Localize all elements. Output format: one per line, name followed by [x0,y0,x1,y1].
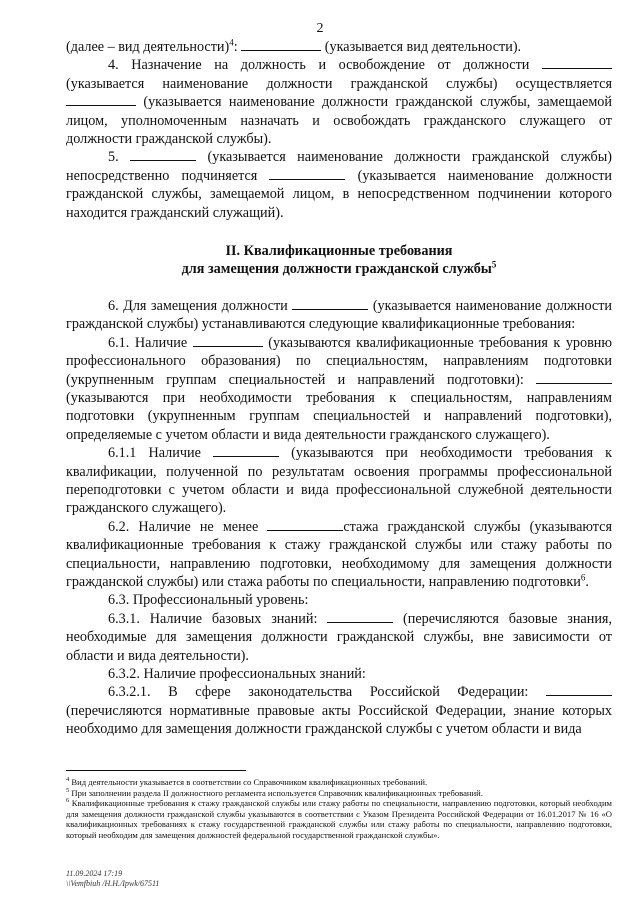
intro-text: (далее – вид деятельности) [66,39,230,55]
p62-text-b: стажа гражданской службы (указываются квалификационные требования к стажу гражданской службы или стажу работы по специальности, направлению подготовки, необходимому для замещения должности гражданской службы) или стажа работы по специальности, направлению подготовки [66,518,612,590]
footnote-num: 4 [66,776,70,784]
intro-paragraph [66,38,612,56]
document-meta [66,869,159,888]
fill-blank[interactable] [241,38,321,51]
footnote-5 [66,788,612,799]
p4-text-c: (указывается наименование должности гражданской службы, замещаемой лицом, уполномоченным назначать и освобождать гражданского служащего от должности гражданской службы). [66,94,612,148]
footnote-num: 5 [66,786,70,794]
footnote-text: Квалификационные требования к стажу гражданской службы или стажу работы по специальности, направлению подготовки, который необходим для замещения должности гражданской службы указываются в соответствии с Указом Президента Российской Федерации от 16.01.2017 № 16 «О квалификационных требованиях к стажу государственной гражданской службы или стажу работы по специальности, направлению подготовки, который необходим для замещения должностей федеральной государственной гражданской службы». [66,798,612,840]
p6321-text-a: 6.3.2.1. В сфере законодательства Российской Федерации: [108,684,546,701]
meta-path: \\Vemfbiuh /H.H./Ipwk/67511 [66,878,160,888]
p6321-text-b: (перечисляются нормативные правовые акты Российской Федерации, знание которых необходимо для замещения должности гражданской службы с учетом области и вида [66,702,612,738]
footnote-6 [66,798,612,840]
p5-text-b: (указывается наименование должности гражданской службы) непосредственно подчиняется [66,149,612,184]
intro-text-end: (указывается вид деятельности). [321,39,522,55]
footnote-divider [66,770,246,771]
footnote-ref-6: 6 [580,572,586,583]
p6-text-a: 6. Для замещения должности [108,297,293,314]
section-2-heading [66,242,612,279]
paragraph-6-1 [66,334,612,444]
document-body [66,38,612,739]
fill-blank[interactable] [213,444,279,457]
p611-text-b: (указываются при необходимости требования к квалификации, полученной по результатам освоения программы профессиональной переподготовки с учетом области и вида профессиональной служебной деятельности гражданского служащего). [66,445,612,517]
fill-blank[interactable] [66,93,136,106]
p6-text-b: (указывается наименование должности гражданской службы) устанавливаются следующие квалификационные требования: [66,297,612,333]
p631-text-b: (перечисляются базовые знания, необходимые для замещения должности гражданской службы, вне зависимости от области и вида деятельности). [66,610,612,664]
fill-blank[interactable] [327,610,393,623]
fill-blank[interactable] [542,56,612,69]
intro-colon: : [233,39,242,55]
p62-text-a: 6.2. Наличие не менее [108,518,268,535]
fill-blank[interactable] [269,167,345,180]
fill-blank[interactable] [536,371,612,384]
footnote-num: 6 [66,797,70,805]
fill-blank[interactable] [546,683,612,696]
p61-text-b: (указываются квалификационные требования к уровню профессионального образования) по специальностям, направлениям подготовки (укрупненным группам специальностей и направлений подготовки): [66,334,612,388]
p62-text-c: . [585,573,589,590]
p61-text-a: 6.1. Наличие [108,334,193,351]
fill-blank[interactable] [193,334,263,347]
footnote-text: При заполнении раздела II должностного регламента используется Справочник квалификационных требований. [69,787,483,798]
fill-blank[interactable] [267,518,343,531]
paragraph-6-3: 6.3. Профессиональный уровень: [108,592,309,609]
p631-text-a: 6.3.1. Наличие базовых знаний: [108,610,328,627]
paragraph-6-3-1 [66,610,612,665]
p611-text-a: 6.1.1 Наличие [108,445,213,462]
fill-blank[interactable] [292,297,368,310]
paragraph-6 [66,297,612,334]
p61-text-c: (указываются при необходимости требования к специальностям, направлениям подготовки (укрупненным группам специальностей и направлений подготовки), определяемые с учетом области и вида деятельности гражданского служащего). [66,389,612,443]
paragraph-6-3-2: 6.3.2. Наличие профессиональных знаний: [108,666,366,682]
p4-text-a: 4. Назначение на должность и освобождение от должности [108,57,542,74]
footnotes [66,770,612,841]
fill-blank[interactable] [130,148,196,161]
paragraph-6-2 [66,518,612,592]
paragraph-6-1-1 [66,444,612,518]
footnote-ref-4: 4 [229,37,234,48]
section-2-title-line2-wrap [66,260,612,278]
section-2-title-line1: II. Квалификационные требования [225,243,453,260]
p5-text-c: (указывается наименование должности гражданской службы, замещаемой лицом, в непосредственном подчинении которого находится гражданский служащий). [66,167,612,221]
section-2-title-line2: для замещения должности гражданской службы [181,261,492,278]
footnote-text: Вид деятельности указывается в соответствии со Справочником квалификационных требований. [69,777,428,787]
p5-text-a: 5. [108,149,131,166]
paragraph-6-3-2-1 [66,683,612,738]
footnote-ref-5: 5 [491,259,497,270]
p4-text-b: (указывается наименование должности гражданской службы) осуществляется [66,75,612,92]
page-number: 2 [316,21,324,36]
footnote-4 [66,777,612,788]
meta-date: 11.09.2024 17:19 [66,869,123,878]
paragraph-4 [66,56,612,148]
paragraph-5 [66,148,612,222]
